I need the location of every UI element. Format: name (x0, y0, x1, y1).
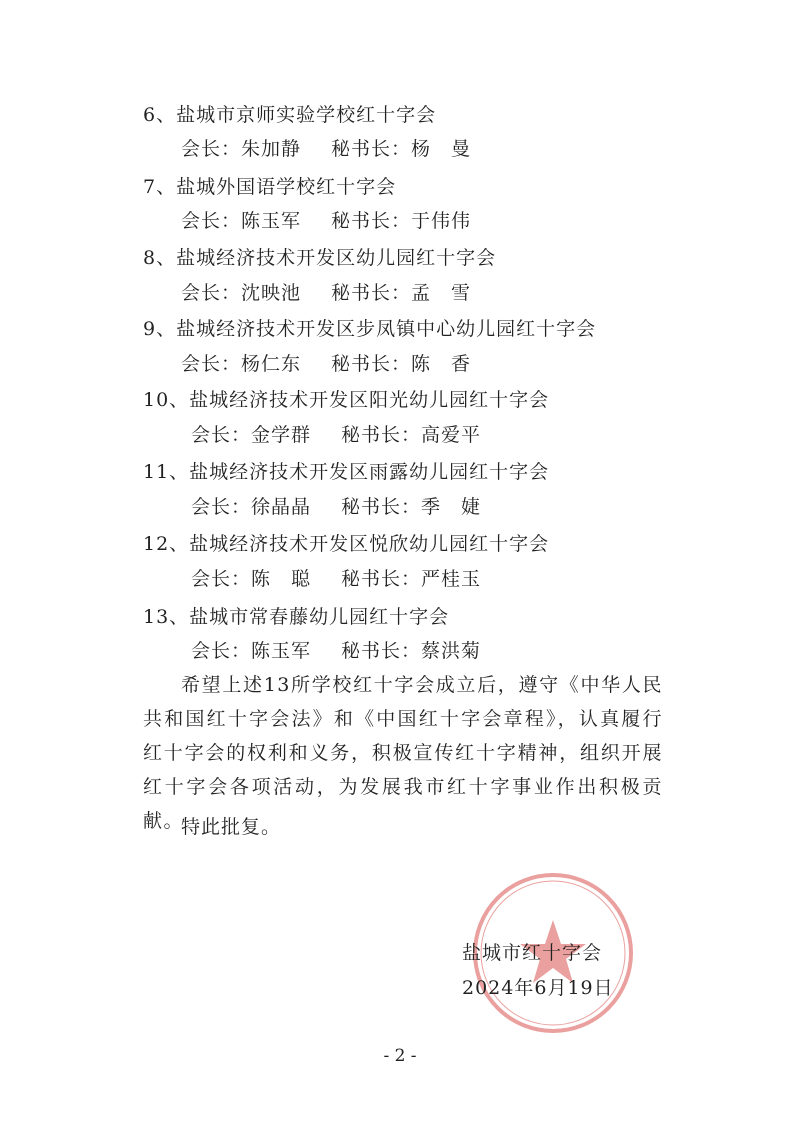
entry-title: 11、盐城经济技术开发区雨露幼儿园红十字会 (143, 461, 550, 483)
president-name: 会长：沈映池 (181, 282, 302, 304)
entry-officers (181, 349, 471, 376)
president-name: 会长：陈玉军 (181, 210, 302, 232)
secretary-name: 秘书长：蔡洪菊 (341, 640, 482, 662)
secretary-name: 秘书长：于伟伟 (331, 210, 472, 232)
entry-officers (181, 134, 471, 161)
entry-title: 8、盐城经济技术开发区幼儿园红十字会 (143, 247, 497, 269)
approval-statement: 特此批复。 (181, 816, 282, 838)
secretary-name: 秘书长：陈 香 (331, 353, 472, 375)
president-name: 会长：陈 聪 (191, 568, 312, 590)
entry-officers (181, 278, 471, 305)
entry-officers (191, 564, 481, 591)
secretary-name: 秘书长：严桂玉 (341, 568, 482, 590)
signature-date: 2024年6月19日 (462, 977, 614, 999)
entry-officers (191, 420, 481, 447)
entry-officers (191, 636, 481, 663)
secretary-name: 秘书长：高爱平 (341, 424, 482, 446)
page-number: - 2 - (383, 1046, 417, 1066)
secretary-name: 秘书长：孟 雪 (331, 282, 472, 304)
secretary-name: 秘书长：季 婕 (341, 496, 482, 518)
entry-title: 12、盐城经济技术开发区悦欣幼儿园红十字会 (143, 533, 550, 555)
president-name: 会长：杨仁东 (181, 353, 302, 375)
president-name: 会长：陈玉军 (191, 640, 312, 662)
entry-officers (191, 492, 481, 519)
signature-organization: 盐城市红十字会 (462, 942, 603, 964)
entry-title: 9、盐城经济技术开发区步凤镇中心幼儿园红十字会 (143, 318, 597, 340)
entry-title: 6、盐城市京师实验学校红十字会 (143, 104, 437, 126)
secretary-name: 秘书长：杨 曼 (331, 138, 472, 160)
entry-officers (181, 206, 471, 233)
entry-title: 7、盐城外国语学校红十字会 (143, 176, 397, 198)
president-name: 会长：徐晶晶 (191, 496, 312, 518)
president-name: 会长：金学群 (191, 424, 312, 446)
president-name: 会长：朱加静 (181, 138, 302, 160)
closing-paragraph: 希望上述13所学校红十字会成立后，遵守《中华人民共和国红十字会法》和《中国红十字会章程》，认真履行红十字会的权利和义务，积极宣传红十字精神，组织开展红十字会各项活动，为发展我市红十字事业作出积极贡献。 (143, 674, 663, 832)
entry-title: 13、盐城市常春藤幼儿园红十字会 (143, 606, 450, 628)
entry-title: 10、盐城经济技术开发区阳光幼儿园红十字会 (143, 389, 550, 411)
